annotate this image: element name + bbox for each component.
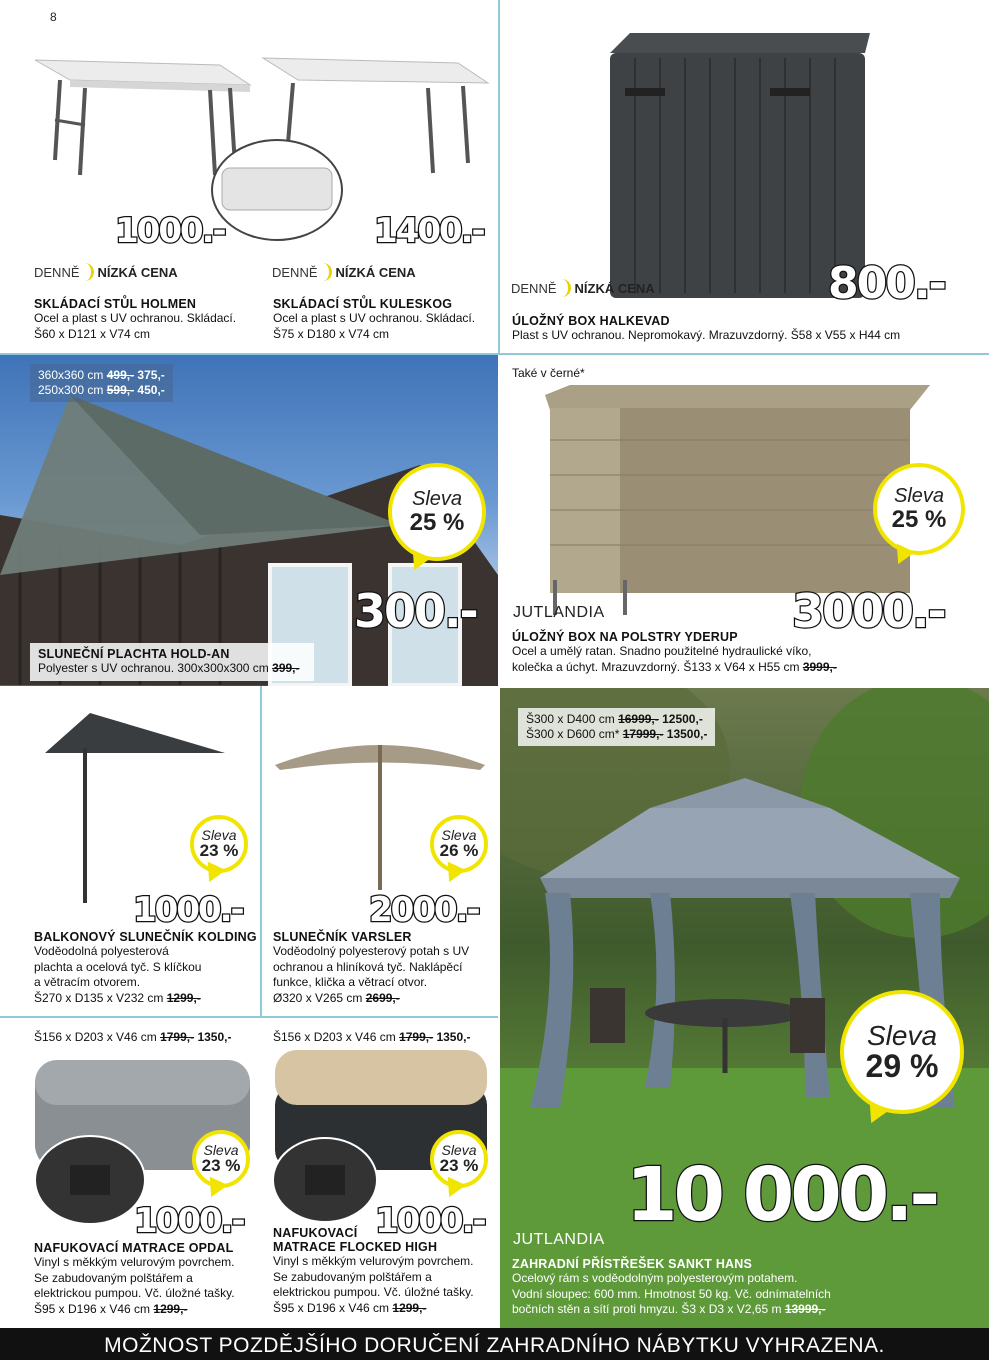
product-info (512, 1257, 831, 1318)
price-tag: 1000.- (134, 1201, 244, 1241)
product-desc: Vodní sloupec: 600 mm. Hmotnost 50 kg. Vč. odnímatelních (512, 1286, 831, 1301)
variant-size: Š156 x D203 x V46 cm (34, 1030, 157, 1044)
product-info (34, 930, 257, 1006)
product-dims: Š75 x D180 x V74 cm (273, 326, 390, 341)
product-desc: Voděodolná polyesterová (34, 944, 169, 958)
variant-size: 360x360 cm (38, 368, 104, 382)
product-title: NAFUKOVACÍ (273, 1226, 358, 1240)
old-price: 17999,- (622, 727, 664, 741)
color-note: Také v černé* (512, 366, 585, 380)
price-tag: 1000.- (133, 890, 243, 930)
discount-percent: 25 % (409, 508, 465, 536)
product-desc: kolečka a úchyt. Mrazuvzdorný. Š133 x V64 x H55 cm (512, 659, 800, 674)
discount-label: Sleva (441, 826, 477, 843)
product-dims: Š270 x D135 x V232 cm (34, 990, 164, 1005)
variant-prices (273, 1030, 470, 1045)
product-desc: Vinyl s měkkým velurovým povrchem. (273, 1254, 474, 1268)
product-desc: Ocel a umělý ratan. Snadno použitelné hydraulické víko, (512, 644, 812, 658)
product-title: BALKONOVÝ SLUNEČNÍK KOLDING (34, 930, 257, 944)
product-desc: Ocel a plast s UV ochranou. Skládací. (273, 311, 476, 325)
product-desc: Polyester s UV ochranou. 300x300x300 cm (38, 661, 269, 675)
product-desc: bočních stěn a sítí proti hmyzu. Š3 x D3 x V2,65 m (512, 1302, 782, 1316)
discount-badge (840, 990, 964, 1114)
brand-jutlandia: JUTLANDIA (513, 604, 605, 621)
old-price: 3999,- (802, 659, 837, 674)
discount-label: Sleva (203, 1141, 239, 1158)
old-price: 599,- (106, 383, 135, 397)
old-price: 1299,- (392, 1300, 427, 1315)
product-desc: Plast s UV ochranou. Nepromokavý. Mrazuvzdorný. Š58 x V55 x H44 cm (512, 328, 901, 342)
new-price: 12500,- (662, 712, 703, 726)
brand-logo (34, 263, 178, 281)
discount-percent: 25 % (891, 505, 947, 533)
product-title: MATRACE FLOCKED HIGH (273, 1240, 438, 1254)
product-desc: Voděodolný polyesterový potah s UV (273, 944, 470, 958)
discount-badge (873, 463, 965, 555)
discount-label: Sleva (866, 1019, 938, 1051)
old-price: 1799,- (160, 1030, 195, 1044)
product-dims: Š95 x D196 x V46 cm (273, 1300, 390, 1315)
old-price: 13999,- (784, 1302, 826, 1316)
new-price: 13500,- (666, 727, 708, 741)
discount-label: Sleva (893, 484, 945, 507)
discount-percent: 29 % (865, 1047, 939, 1084)
discount-percent: 26 % (439, 841, 479, 861)
discount-label: Sleva (441, 1141, 477, 1158)
price-tag: 1400.- (374, 211, 484, 251)
brand-denne: DENNĚ (511, 280, 557, 296)
product-desc: Se zabudovaným polštářem a (34, 1270, 193, 1285)
product-info (273, 1226, 474, 1316)
product-info (273, 930, 469, 1006)
product-info (512, 314, 900, 344)
divider (498, 0, 500, 354)
price-tag: 1000.- (115, 211, 225, 251)
new-price: 1350,- (197, 1030, 232, 1044)
discount-percent: 23 % (201, 1156, 241, 1176)
brand-denne: DENNĚ (272, 264, 318, 280)
divider (260, 686, 262, 1016)
brand-denne: DENNĚ (34, 264, 80, 280)
product-desc: a větracím otvorem. (34, 975, 141, 989)
brand-nizka: NÍZKÁ CENA (335, 264, 416, 280)
variant-size: 250x300 cm (38, 383, 104, 397)
product-desc: funkce, klička a větrací otvor. (273, 975, 428, 989)
old-price: 1299,- (166, 990, 201, 1005)
divider (0, 1016, 498, 1018)
old-price: 1799,- (399, 1030, 434, 1044)
price-tag: 1000.- (375, 1201, 485, 1241)
discount-badge (430, 815, 488, 873)
old-price: 2699,- (365, 990, 400, 1005)
discount-label: Sleva (411, 487, 463, 510)
brand-logo (272, 263, 416, 281)
product-dims: Š60 x D121 x V74 cm (34, 326, 151, 341)
discount-badge (388, 463, 486, 561)
product-desc: Ocel a plast s UV ochranou. Skládací. (34, 311, 237, 325)
product-info (273, 297, 475, 342)
product-dims: Š95 x D196 x V46 cm (34, 1301, 151, 1316)
product-title: SLUNEČNÍK VARSLER (273, 930, 412, 944)
discount-badge (192, 1130, 250, 1188)
logo-arc-icon (322, 263, 332, 281)
new-price: 450,- (137, 383, 165, 397)
product-title: SLUNEČNÍ PLACHTA HOLD-AN (38, 647, 230, 661)
price-tag: 10 000.- (626, 1152, 937, 1238)
price-tag: 800.- (828, 258, 945, 309)
old-price: 399,- (272, 661, 300, 675)
variant-size: Š300 x D400 cm (526, 712, 615, 726)
product-desc: plachta a ocelová tyč. S klíčkou (34, 959, 202, 974)
logo-arc-icon (84, 263, 94, 281)
variant-prices (518, 708, 715, 746)
product-title: NAFUKOVACÍ MATRACE OPDAL (34, 1241, 234, 1255)
old-price: 499,- (106, 368, 135, 382)
variant-size: Š300 x D600 cm* (526, 727, 620, 741)
discount-badge (430, 1130, 488, 1188)
product-info (512, 630, 837, 675)
folded-table-image (210, 138, 345, 243)
product-desc: ochranou a hliníková tyč. Naklápěcí (273, 959, 463, 974)
product-title: SKLÁDACÍ STŮL KULESKOG (273, 297, 453, 311)
product-desc: Ocelový rám s voděodolným polyesterovým potahem. (512, 1271, 798, 1285)
product-title: ÚLOŽNÝ BOX NA POLSTRY YDERUP (512, 630, 738, 644)
discount-percent: 23 % (199, 841, 239, 861)
product-info (34, 297, 236, 342)
product-desc: Se zabudovaným polštářem a (273, 1269, 432, 1284)
logo-arc-icon (561, 279, 571, 297)
page-number: 8 (50, 10, 57, 24)
brand-nizka: NÍZKÁ CENA (574, 280, 655, 296)
product-dims: Ø320 x V265 cm (273, 990, 363, 1005)
product-desc: elektrickou pumpou. Vč. úložné tašky. (273, 1285, 474, 1299)
variant-prices (34, 1030, 231, 1045)
product-title: ZAHRADNÍ PŘÍSTŘEŠEK SANKT HANS (512, 1257, 753, 1271)
brand-nizka: NÍZKÁ CENA (97, 264, 178, 280)
discount-label: Sleva (201, 826, 237, 843)
new-price: 375,- (137, 368, 165, 382)
product-info (34, 1241, 235, 1317)
price-tag: 3000.- (792, 584, 945, 638)
product-title: ÚLOŽNÝ BOX HALKEVAD (512, 314, 670, 328)
brand-logo (511, 279, 655, 297)
product-info (30, 643, 314, 681)
new-price: 1350,- (436, 1030, 471, 1044)
variant-size: Š156 x D203 x V46 cm (273, 1030, 396, 1044)
product-desc: elektrickou pumpou. Vč. úložné tašky. (34, 1286, 235, 1300)
discount-badge (190, 815, 248, 873)
product-desc: Vinyl s měkkým velurovým povrchem. (34, 1255, 235, 1269)
variant-prices (30, 364, 173, 402)
price-tag: 300.- (354, 584, 477, 638)
old-price: 1299,- (153, 1301, 188, 1316)
discount-percent: 23 % (439, 1156, 479, 1176)
footer-banner: MOŽNOST POZDĚJŠÍHO DORUČENÍ ZAHRADNÍHO NÁBYTKU VYHRAZENA. (0, 1328, 989, 1360)
price-tag: 2000.- (369, 890, 479, 930)
brand-jutlandia: JUTLANDIA (513, 1231, 605, 1248)
old-price: 16999,- (618, 712, 659, 726)
product-title: SKLÁDACÍ STŮL HOLMEN (34, 297, 197, 311)
